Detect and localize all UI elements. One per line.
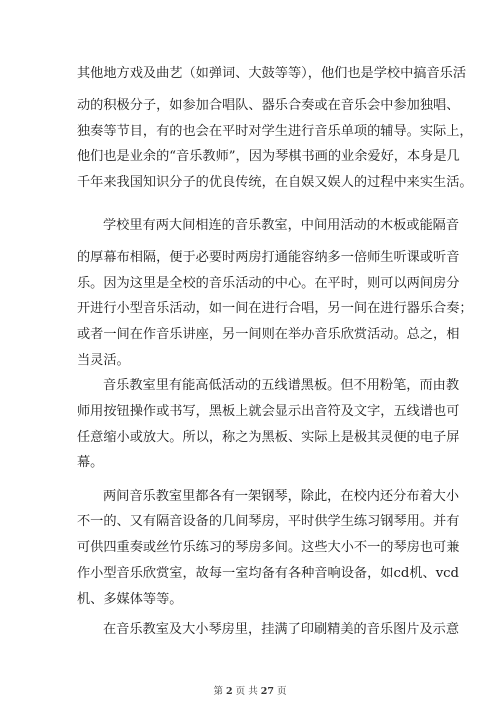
page-footer — [0, 683, 500, 697]
body-text-line: 两间音乐教室里都各有一架钢琴，除此，在校内还分布着大小 — [103, 489, 460, 504]
body-text-line: 开进行小型音乐活动，如一间在进行合唱，另一间在进行器乐合奏； — [77, 301, 473, 316]
body-text-line: 千年来我国知识分子的优良传统，在自娱又娱人的过程中来实生活。 — [77, 175, 473, 190]
footer-suffix: 页 — [277, 686, 287, 697]
body-text-line: 作小型音乐欣赏室，故每一室均备有各种音响设备，如cd机、vcd — [77, 566, 459, 581]
body-text-line: 不一的、又有隔音设备的几间琴房，平时供学生练习钢琴用。并有 — [77, 514, 460, 529]
body-text-line: 在音乐教室及大小琴房里，挂满了印刷精美的音乐图片及示意 — [103, 622, 460, 637]
body-text-line: 任意缩小或放大。所以，称之为黑板、实际上是极其灵便的电子屏 — [77, 430, 460, 445]
current-page-number: 2 — [226, 686, 233, 697]
footer-middle: 页 共 — [235, 686, 258, 697]
body-text-line: 其他地方戏及曲艺（如弹词、大鼓等等），他们也是学校中搞音乐活 — [77, 66, 467, 81]
body-text-line: 机、多媒体等等。 — [77, 592, 183, 607]
body-text-line: 可供四重奏或丝竹乐练习的琴房多间。这些大小不一的琴房也可兼 — [77, 540, 460, 555]
body-text-line: 学校里有两大间相连的音乐教室，中间用活动的木板或能隔音 — [103, 218, 460, 233]
body-text-line: 乐。因为这里是全校的音乐活动的中心。在平时，则可以两间房分 — [77, 276, 460, 291]
total-page-count: 27 — [260, 686, 274, 697]
body-text-line: 当灵活。 — [77, 353, 130, 368]
body-text-line: 幕。 — [77, 455, 104, 470]
body-text-line: 的厚幕布相隔，便于必要时两房打通能容纳多一倍师生听课或听音 — [77, 250, 460, 265]
body-text-line: 动的积极分子，如参加合唱队、器乐合奏或在音乐会中参加独唱、 — [77, 98, 460, 113]
body-text-line: 师用按钮操作或书写，黑板上就会显示出音符及文字，五线谱也可 — [77, 404, 460, 419]
body-text-line: 他们也是业余的“音乐教师”，因为琴棋书画的业余爱好，本身是几 — [77, 149, 460, 164]
body-text-line: 或者一间在作音乐讲座，另一间则在举办音乐欣赏活动。总之，相 — [77, 327, 460, 342]
body-text-line: 音乐教室里有能高低活动的五线谱黑板。但不用粉笔，而由教 — [103, 378, 460, 393]
footer-prefix: 第 — [213, 686, 223, 697]
body-text-line: 独奏等节目，有的也会在平时对学生进行音乐单项的辅导。实际上， — [77, 124, 473, 139]
